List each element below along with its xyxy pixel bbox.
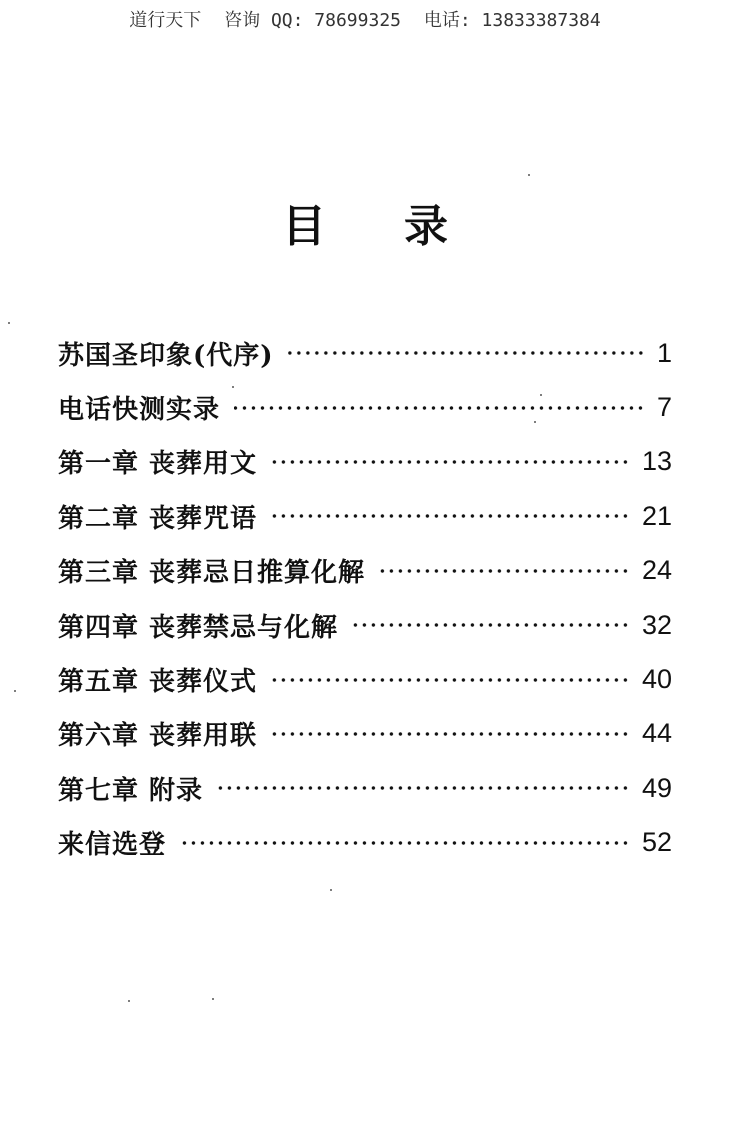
- header-qq: 咨询 QQ: 78699325: [224, 10, 401, 31]
- toc-row: [58, 489, 672, 543]
- toc-row: [58, 652, 672, 706]
- toc-page-number: 13: [641, 446, 672, 477]
- toc-label: 第六章 丧葬用联: [58, 721, 258, 752]
- toc-row: [58, 326, 672, 380]
- toc-label: 第一章 丧葬用文: [58, 449, 258, 480]
- toc-row: [58, 380, 672, 434]
- toc-label: 第三章 丧葬忌日推算化解: [58, 558, 366, 589]
- dot-leader: [271, 678, 630, 682]
- toc-label: 苏国圣印象(代序): [58, 340, 274, 371]
- scan-speck: [232, 386, 234, 388]
- header-site: 道行天下: [129, 10, 202, 31]
- toc-label: 电话快测实录: [58, 395, 221, 426]
- dot-leader: [217, 786, 630, 790]
- scan-speck: [8, 322, 10, 324]
- header-phone: 电话: 13833387384: [423, 10, 601, 31]
- toc-row: [58, 816, 672, 870]
- toc-page-number: 7: [656, 392, 672, 423]
- dot-leader: [271, 732, 630, 736]
- scan-speck: [528, 174, 530, 176]
- toc-page-number: 24: [641, 555, 672, 586]
- toc-page-number: 44: [641, 718, 672, 749]
- scan-speck: [212, 998, 214, 1000]
- toc-row: [58, 707, 672, 761]
- dot-leader: [271, 514, 630, 518]
- toc-row: [58, 761, 672, 815]
- dot-leader: [180, 841, 630, 845]
- scan-speck: [534, 421, 536, 423]
- toc-label: 第五章 丧葬仪式: [58, 667, 258, 698]
- toc-row: [58, 435, 672, 489]
- dot-leader: [352, 623, 630, 627]
- table-of-contents: [58, 326, 672, 870]
- toc-page-number: 1: [656, 337, 672, 368]
- toc-page-number: 40: [641, 664, 672, 695]
- toc-label: 第七章 附录: [58, 775, 204, 806]
- toc-label: 第四章 丧葬禁忌与化解: [58, 612, 339, 643]
- scan-speck: [128, 1000, 130, 1002]
- toc-page-number: 21: [641, 500, 672, 531]
- toc-page-number: 32: [641, 609, 672, 640]
- toc-label: 来信选登: [58, 830, 167, 861]
- scan-speck: [330, 889, 332, 891]
- toc-row: [58, 598, 672, 652]
- scan-speck: [540, 394, 542, 396]
- dot-leader: [271, 460, 630, 464]
- page-header: [0, 6, 730, 32]
- scan-speck: [14, 690, 16, 692]
- toc-label: 第二章 丧葬咒语: [58, 503, 258, 534]
- dot-leader: [288, 351, 645, 355]
- dot-leader: [234, 406, 645, 410]
- toc-page-number: 49: [641, 772, 672, 803]
- dot-leader: [379, 569, 630, 573]
- toc-row: [58, 544, 672, 598]
- page-title: 目录: [282, 201, 526, 252]
- toc-page-number: 52: [641, 827, 672, 858]
